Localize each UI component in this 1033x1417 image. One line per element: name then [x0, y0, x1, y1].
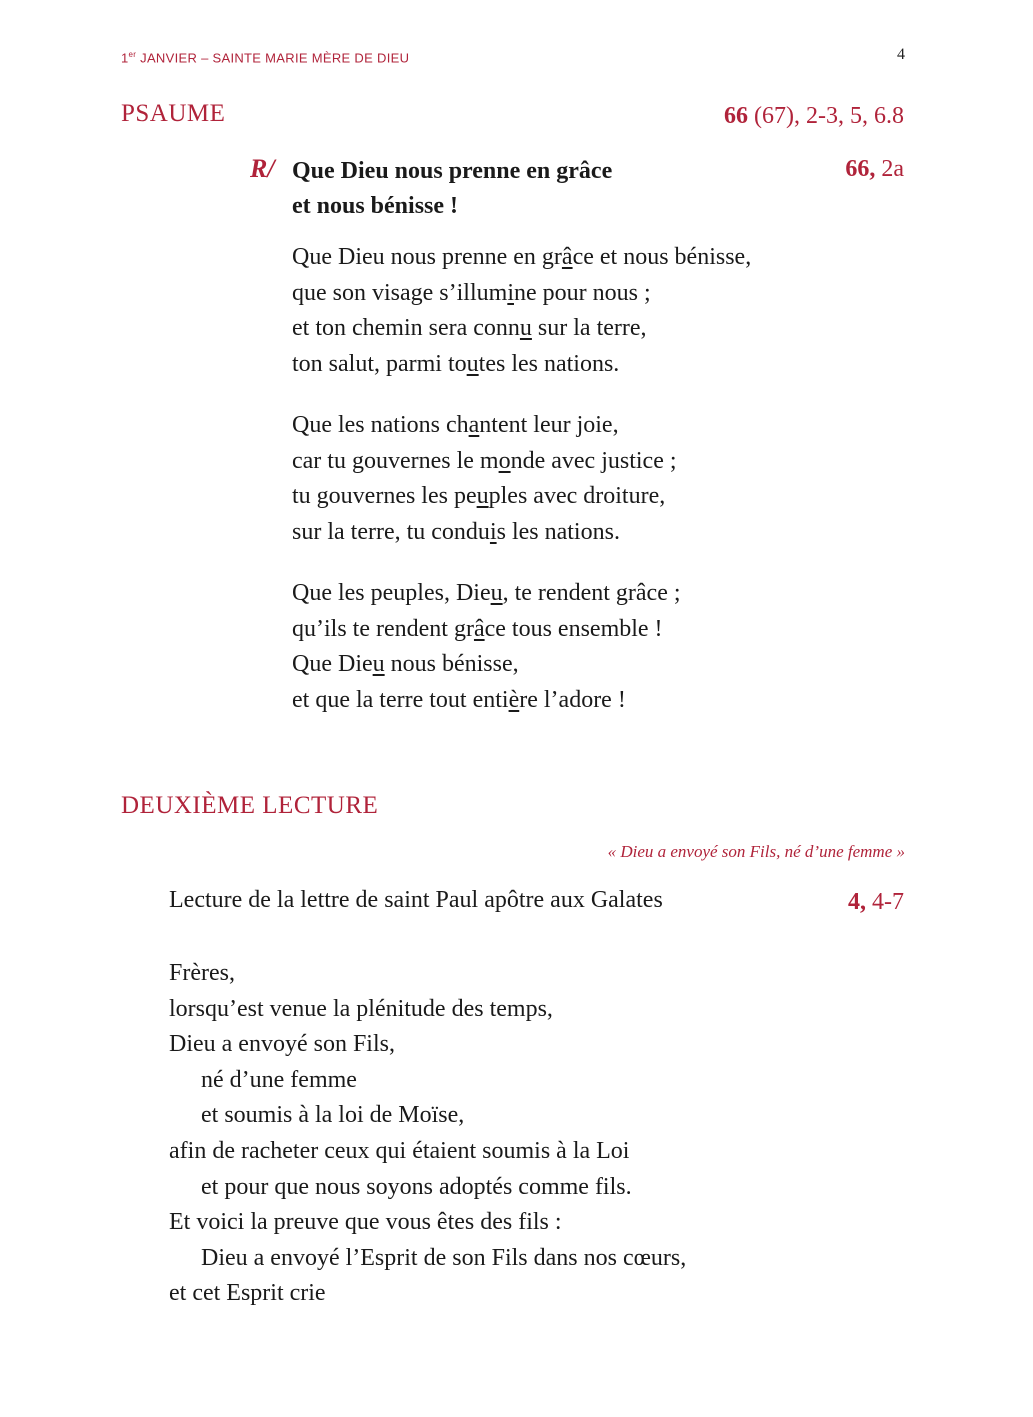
psalm-line: ton salut, parmi toutes les nations.: [292, 350, 620, 377]
lecture-ref-verses: 4-7: [866, 889, 904, 915]
refrain-mark: R/: [250, 154, 275, 183]
refrain-line: Que Dieu nous prenne en grâce: [292, 158, 613, 184]
accented-syllable: i: [507, 279, 514, 306]
psalm-line: Que les nations chantent leur joie,: [292, 412, 619, 438]
psalm-line: sur la terre, tu conduis les nations.: [292, 518, 620, 545]
psalm-stanza-1: [292, 240, 751, 382]
reading-line: et soumis à la loi de Moïse,: [201, 1102, 465, 1129]
psalm-line: que son visage s’illumine pour nous ;: [292, 279, 651, 306]
accented-syllable: u: [490, 580, 503, 606]
reading-line: et pour que nous soyons adoptés comme fils.: [201, 1173, 632, 1200]
header-title-text: JANVIER – SAINTE MARIE MÈRE DE DIEU: [136, 50, 410, 66]
psalm-line: Que Dieu nous bénisse,: [292, 651, 519, 677]
lecture-ref-chapter: 4,: [848, 889, 866, 915]
psalm-line: Que les peuples, Dieu, te rendent grâce ;: [292, 580, 681, 606]
accented-syllable: u: [519, 315, 532, 341]
refrain-ref-verse: 2a: [875, 156, 904, 182]
refrain: [292, 154, 612, 224]
reading-line: Frères,: [169, 960, 235, 986]
refrain-line: et nous bénisse !: [292, 193, 459, 219]
psaume-ref-number: 66: [724, 103, 749, 129]
header-day: 1: [121, 50, 129, 66]
psalm-stanza-2: [292, 408, 677, 550]
reading-line: né d’une femme: [201, 1066, 357, 1093]
refrain-reference: [845, 156, 904, 183]
accented-syllable: â: [473, 615, 485, 642]
lecture-subtitle: « Dieu a envoyé son Fils, né d’une femme »: [607, 842, 905, 861]
psalm-line: qu’ils te rendent grâce tous ensemble !: [292, 615, 663, 642]
accented-syllable: o: [498, 447, 511, 474]
accented-syllable: â: [561, 244, 573, 270]
psaume-ref-verses: (67), 2-3, 5, 6.8: [748, 103, 904, 129]
lecture-text: [169, 956, 686, 1312]
reading-line: lorsqu’est venue la plénitude des temps,: [169, 995, 553, 1022]
psalm-line: et ton chemin sera connu sur la terre,: [292, 315, 647, 341]
accented-syllable: i: [489, 518, 497, 545]
psalm-line: tu gouvernes les peuples avec droiture,: [292, 483, 666, 509]
page-number: 4: [897, 46, 905, 63]
psaume-reference: [724, 103, 904, 130]
reading-line: Dieu a envoyé son Fils,: [169, 1031, 395, 1058]
reading-line: afin de racheter ceux qui étaient soumis à la Loi: [169, 1137, 630, 1164]
psalm-stanza-3: [292, 576, 681, 718]
accented-syllable: è: [508, 686, 520, 713]
running-header: [121, 50, 409, 65]
psalm-line: Que Dieu nous prenne en grâce et nous bénisse,: [292, 244, 752, 270]
lecture-title: DEUXIÈME LECTURE: [121, 792, 379, 819]
accented-syllable: u: [476, 483, 489, 509]
accented-syllable: u: [372, 651, 385, 677]
header-day-suffix: er: [128, 50, 137, 59]
reading-line: Dieu a envoyé l’Esprit de son Fils dans nos cœurs,: [201, 1244, 687, 1271]
psalm-line: car tu gouvernes le monde avec justice ;: [292, 447, 677, 474]
reading-line: Et voici la preuve que vous êtes des fils :: [169, 1209, 562, 1236]
lecture-reference: [848, 889, 904, 916]
refrain-ref-number: 66,: [845, 156, 876, 182]
accented-syllable: u: [466, 350, 479, 377]
accented-syllable: a: [468, 412, 480, 438]
psaume-title: PSAUME: [121, 100, 226, 127]
lecture-intro: Lecture de la lettre de saint Paul apôtre aux Galates: [169, 887, 663, 913]
psalm-line: et que la terre tout entière l’adore !: [292, 686, 626, 713]
reading-line: et cet Esprit crie: [169, 1280, 326, 1307]
